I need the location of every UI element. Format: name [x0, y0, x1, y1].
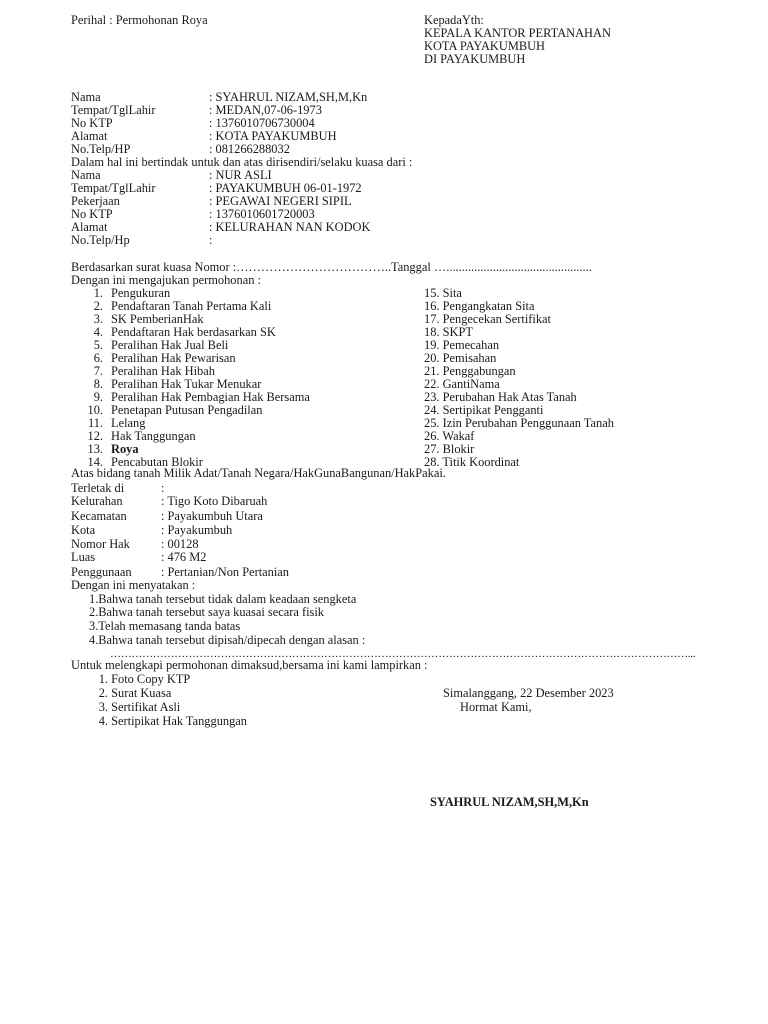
field-value: : 476 M2: [161, 550, 207, 564]
land-status-text: Atas bidang tanah Milik Adat/Tanah Negara/HakGunaBangunan/HakPakai.: [71, 466, 446, 480]
field-value: : 1376010601720003: [209, 207, 315, 221]
item-text: Lelang: [111, 416, 146, 430]
item-number: 1.: [93, 286, 103, 300]
item-text: Foto Copy KTP: [111, 672, 191, 686]
field-label: Alamat: [71, 220, 108, 234]
item-number: 27.: [424, 442, 440, 456]
recipient-line: DI PAYAKUMBUH: [424, 52, 526, 66]
item-number: 28.: [424, 455, 440, 469]
statement-item: 4.Bahwa tanah tersebut dipisah/dipecah dengan alasan :: [89, 633, 366, 647]
item-number: 18.: [424, 325, 440, 339]
field-label: Alamat: [71, 129, 108, 143]
field-label: Tempat/TglLahir: [71, 103, 156, 117]
item-text: SK PemberianHak: [111, 312, 204, 326]
closing-salutation: Hormat Kami,: [460, 700, 532, 714]
attachment-item: [92, 673, 190, 686]
signatory-name: SYAHRUL NIZAM,SH,M,Kn: [430, 795, 589, 809]
item-number: 24.: [424, 403, 440, 417]
item-text: GantiNama: [442, 377, 500, 391]
field-value: : Payakumbuh: [161, 523, 233, 537]
item-number: 20.: [424, 351, 440, 365]
item-number: 25.: [424, 416, 440, 430]
item-number: 2.: [93, 299, 103, 313]
field-value: : PEGAWAI NEGERI SIPIL: [209, 194, 352, 208]
field-label: Terletak di: [71, 481, 125, 495]
dotted-fill-line: ………………………………………………………………………………………………………………………………………………...: [110, 648, 696, 660]
item-text: SKPT: [442, 325, 473, 339]
item-number: 10.: [87, 403, 103, 417]
statement-item: 2.Bahwa tanah tersebut saya kuasai secara fisik: [89, 605, 324, 619]
field-value: : NUR ASLI: [209, 168, 272, 182]
item-text: Pencabutan Blokir: [111, 455, 203, 469]
recipient-line: KOTA PAYAKUMBUH: [424, 39, 545, 53]
item-number: 4.: [93, 325, 103, 339]
field-label: Nama: [71, 168, 101, 182]
subject-line: Perihal : Permohonan Roya: [71, 13, 208, 27]
item-number: 16.: [424, 299, 440, 313]
field-label: Penggunaan: [71, 565, 132, 579]
item-text: Izin Perubahan Penggunaan Tanah: [442, 416, 614, 430]
item-text: Sertipikat Hak Tanggungan: [111, 714, 247, 728]
field-label: No KTP: [71, 116, 113, 130]
recipient-salutation: KepadaYth:: [424, 13, 484, 27]
item-text: Penggabungan: [442, 364, 516, 378]
statement-item: 1.Bahwa tanah tersebut tidak dalam keadaan sengketa: [89, 592, 357, 606]
item-number: 22.: [424, 377, 440, 391]
field-label: Luas: [71, 550, 96, 564]
item-number: 12.: [87, 429, 103, 443]
item-number: 14.: [87, 455, 103, 469]
attachment-item: [92, 687, 171, 700]
statement-intro: Dengan ini menyatakan :: [71, 578, 196, 592]
field-value: : Pertanian/Non Pertanian: [161, 565, 290, 579]
item-text: Pemecahan: [442, 338, 500, 352]
request-intro: Dengan ini mengajukan permohonan :: [71, 273, 261, 287]
field-value: : Payakumbuh Utara: [161, 509, 263, 523]
item-text: Perubahan Hak Atas Tanah: [442, 390, 577, 404]
attachments-intro: Untuk melengkapi permohonan dimaksud,bersama ini kami lampirkan :: [71, 658, 428, 672]
item-number: 6.: [93, 351, 103, 365]
field-value: : KOTA PAYAKUMBUH: [209, 129, 337, 143]
field-label: No KTP: [71, 207, 113, 221]
field-label: No.Telp/Hp: [71, 233, 130, 247]
item-number: 19.: [424, 338, 440, 352]
item-number: 23.: [424, 390, 440, 404]
statement-item: 3.Telah memasang tanda batas: [89, 619, 241, 633]
field-value: : KELURAHAN NAN KODOK: [209, 220, 371, 234]
field-value: :: [161, 481, 165, 495]
field-label: Tempat/TglLahir: [71, 181, 156, 195]
item-number: 11.: [87, 416, 103, 430]
item-number: 17.: [424, 312, 440, 326]
item-text: Pendaftaran Hak berdasarkan SK: [111, 325, 276, 339]
field-label: Nomor Hak: [71, 537, 130, 551]
item-text: Peralihan Hak Pembagian Hak Bersama: [111, 390, 310, 404]
field-value: : SYAHRUL NIZAM,SH,M,Kn: [209, 90, 368, 104]
item-number: 3.: [98, 700, 108, 714]
field-label: Kelurahan: [71, 494, 123, 508]
item-text: Titik Koordinat: [442, 455, 520, 469]
item-text: Sita: [442, 286, 462, 300]
item-number: 4.: [98, 714, 108, 728]
item-number: 3.: [93, 312, 103, 326]
item-text: Peralihan Hak Hibah: [111, 364, 215, 378]
field-value: : 081266288032: [209, 142, 290, 156]
item-number: 9.: [93, 390, 103, 404]
item-text: Sertifikat Asli: [111, 700, 181, 714]
acting-on-behalf-text: Dalam hal ini bertindak untuk dan atas dirisendiri/selaku kuasa dari :: [71, 155, 413, 169]
item-text: Pemisahan: [442, 351, 497, 365]
field-value: : MEDAN,07-06-1973: [209, 103, 322, 117]
field-value: : 00128: [161, 537, 199, 551]
field-value: : PAYAKUMBUH 06-01-1972: [209, 181, 362, 195]
attachment-item: [92, 715, 247, 728]
item-text: Pengecekan Sertifikat: [442, 312, 551, 326]
item-text: Hak Tanggungan: [111, 429, 196, 443]
field-value: : 1376010706730004: [209, 116, 315, 130]
recipient-line: KEPALA KANTOR PERTANAHAN: [424, 26, 611, 40]
field-label: Nama: [71, 90, 101, 104]
item-text: Blokir: [442, 442, 475, 456]
field-label: Kota: [71, 523, 96, 537]
item-number: 26.: [424, 429, 440, 443]
item-number: 15.: [424, 286, 440, 300]
item-text: Peralihan Hak Jual Beli: [111, 338, 229, 352]
item-number: 21.: [424, 364, 440, 378]
item-text: Pengukuran: [111, 286, 171, 300]
item-number: 1.: [98, 672, 108, 686]
field-label: Kecamatan: [71, 509, 127, 523]
item-text: Surat Kuasa: [111, 686, 172, 700]
field-label: No.Telp/HP: [71, 142, 131, 156]
item-number: 5.: [93, 338, 103, 352]
item-text: Peralihan Hak Pewarisan: [111, 351, 236, 365]
field-value: :: [209, 233, 213, 247]
surat-kuasa-line: Berdasarkan surat kuasa Nomor :………………………………..Tanggal …...............................................: [71, 260, 592, 274]
place-and-date: Simalanggang, 22 Desember 2023: [443, 686, 614, 700]
item-text: Sertipikat Pengganti: [442, 403, 544, 417]
item-text: Penetapan Putusan Pengadilan: [111, 403, 263, 417]
item-text: Pendaftaran Tanah Pertama Kali: [111, 299, 272, 313]
item-number: 2.: [98, 686, 108, 700]
field-value: : Tigo Koto Dibaruah: [161, 494, 268, 508]
item-text: Roya: [111, 442, 139, 456]
item-number: 8.: [93, 377, 103, 391]
field-label: Pekerjaan: [71, 194, 120, 208]
item-number: 7.: [93, 364, 103, 378]
item-text: Pengangkatan Sita: [442, 299, 535, 313]
item-number: 13.: [87, 442, 103, 456]
attachment-item: [92, 701, 180, 714]
item-text: Peralihan Hak Tukar Menukar: [111, 377, 262, 391]
item-text: Wakaf: [442, 429, 475, 443]
